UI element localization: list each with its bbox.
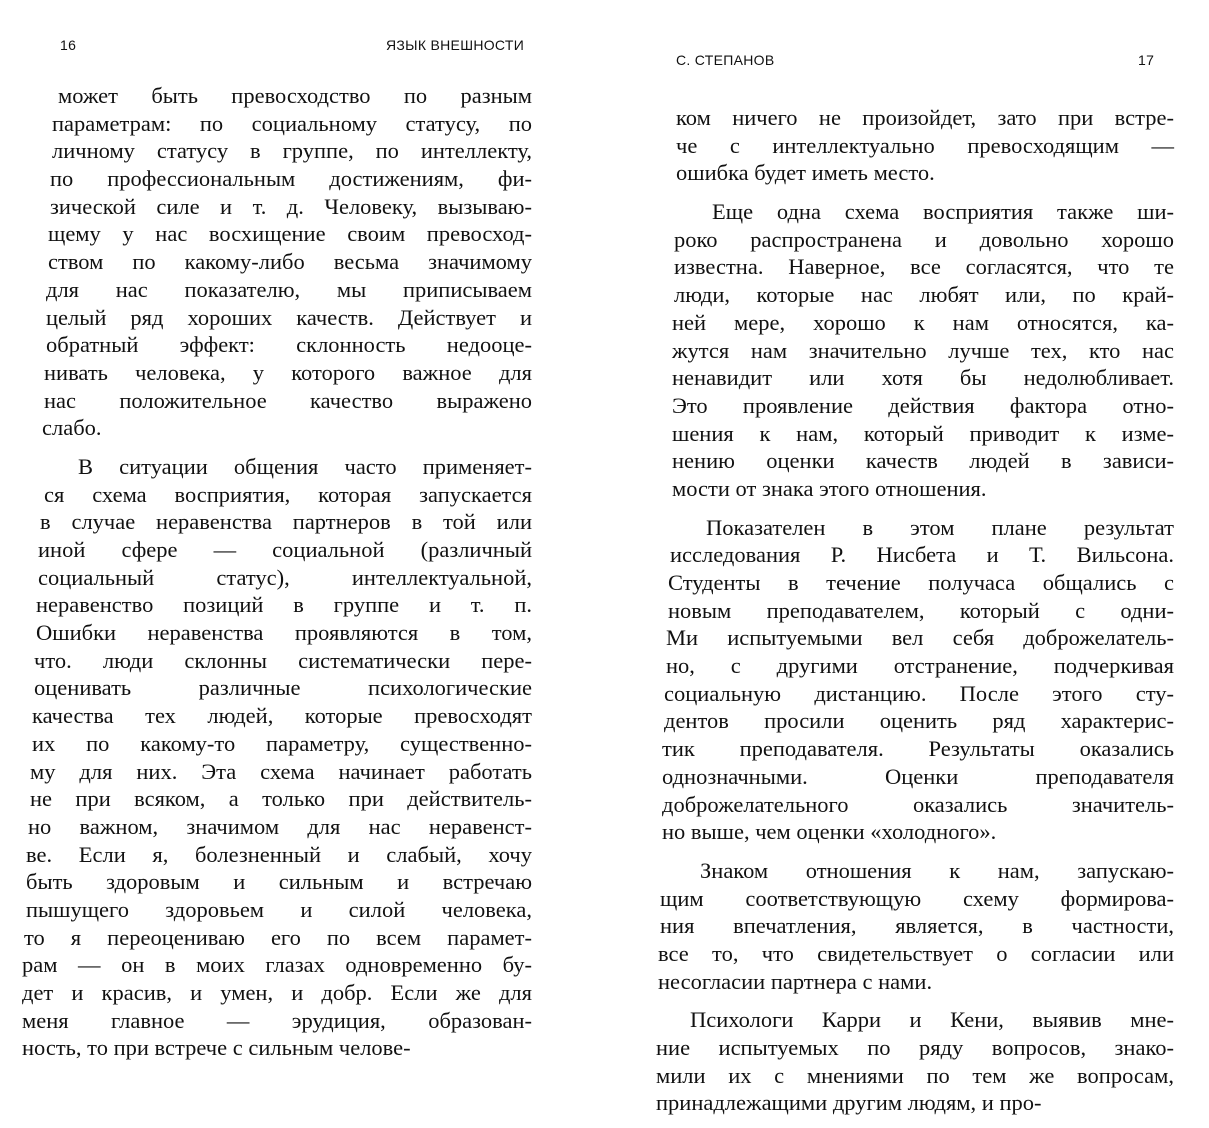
text-line: шения к нам, который приводит к изме- — [672, 420, 1174, 446]
text-line: но выше, чем оценки «холодного». — [662, 819, 997, 845]
text-line: мости от знака этого отношения. — [672, 475, 987, 501]
text-line: параметрам: по социальному статусу, по — [52, 110, 532, 136]
text-line: щим соответствующую схему формирова- — [660, 885, 1174, 911]
text-line: исследования Р. Нисбета и Т. Вильсона. — [670, 542, 1174, 568]
text-line: ком ничего не произойдет, зато при встре- — [676, 105, 1174, 130]
text-line: рам — он в моих глазах одновременно бу- — [22, 952, 532, 978]
page-number: 16 — [60, 37, 77, 53]
text-line: неравенство позиций в группе и т. п. — [36, 592, 532, 618]
left-page — [0, 0, 560, 1125]
text-line: пышущего здоровьем и силой человека, — [26, 896, 532, 922]
running-head: ЯЗЫК ВНЕШНОСТИ — [386, 37, 525, 53]
text-line: зической силе и т. д. Человеку, вызываю- — [50, 193, 532, 219]
text-line: мили их с мнениями по тем же вопросам, — [656, 1062, 1174, 1088]
text-line: личному статусу в группе, по интеллекту, — [52, 138, 532, 164]
text-line: иной сфере — социальной (различный — [38, 537, 532, 562]
text-line: целый ряд хороших качеств. Действует и — [46, 304, 532, 330]
text-line: Психологи Карри и Кени, выявив мне- — [690, 1007, 1174, 1033]
paragraph — [656, 857, 1174, 995]
text-line: по профессиональным достижениям, фи- — [50, 166, 532, 192]
text-line: доброжелательного оказались значитель- — [662, 791, 1174, 817]
text-line: однозначными. Оценки преподавателя — [662, 763, 1174, 789]
text-line: быть здоровым и сильным и встречаю — [26, 869, 532, 895]
text-line: принадлежащими другим людям, и про- — [656, 1090, 1042, 1116]
text-line: нению оценки качеств людей в зависи- — [672, 448, 1174, 474]
text-line: ненавидит или хотя бы недолюбливает. — [672, 365, 1174, 391]
text-line: люди, которые нас любят или, по край- — [674, 282, 1174, 308]
text-line: то я переоцениваю его по всем парамет- — [24, 924, 532, 950]
text-line: ошибка будет иметь место. — [676, 160, 935, 186]
text-line: качества тех людей, которые превосходят — [32, 703, 532, 729]
text-line: жутся нам значительно лучше тех, кто нас — [672, 337, 1174, 363]
text-line: ве. Если я, болезненный и слабый, хочу — [26, 841, 532, 867]
text-line: их по какому-то параметру, существенно- — [32, 730, 532, 756]
text-line: ние испытуемых по ряду вопросов, знако- — [656, 1035, 1174, 1060]
paragraph — [22, 82, 532, 442]
text-line: оценивать различные психологические — [34, 675, 532, 701]
text-line: для нас показателю, мы приписываем — [46, 276, 532, 302]
paragraph — [22, 453, 532, 1062]
page-number: 17 — [1138, 52, 1155, 68]
text-line: тик преподавателя. Результаты оказались — [662, 736, 1174, 762]
body-text — [22, 82, 532, 1073]
text-line: что. люди склонны систематически пере- — [34, 647, 532, 673]
body-text — [656, 104, 1174, 1128]
text-line: в случае неравенства партнеров в той или — [40, 509, 532, 535]
text-line: социальный статус), интеллектуальной, — [38, 564, 532, 590]
text-line: слабо. — [42, 415, 102, 441]
text-line: ния впечатления, является, в частности, — [660, 913, 1174, 939]
text-line: ством по какому-либо весьма значимому — [48, 249, 532, 275]
text-line: Ми испытуемыми вел себя доброжелатель- — [666, 625, 1174, 651]
text-line: все то, что свидетельствует о согласии или — [658, 940, 1174, 966]
text-line: Ошибки неравенства проявляются в том, — [36, 620, 532, 646]
text-line: щему у нас восхищение своим превосход- — [48, 221, 532, 247]
text-line: ность, то при встрече с сильным челове- — [22, 1035, 411, 1061]
text-line: нас положительное качество выражено — [44, 387, 532, 413]
text-line: дет и красив, и умен, и добр. Если же для — [22, 980, 532, 1005]
paragraph — [656, 104, 1174, 187]
text-line: несогласии партнера с нами. — [658, 968, 933, 994]
text-line: не при всяком, а только при действитель- — [30, 786, 532, 812]
paragraph — [656, 514, 1174, 846]
text-line: социальную дистанцию. После этого сту- — [664, 680, 1174, 706]
paragraph — [656, 198, 1174, 503]
text-line: обратный эффект: склонность недооце- — [46, 332, 532, 358]
text-line: В ситуации общения часто применяет- — [78, 453, 532, 479]
text-line: роко распространена и довольно хорошо — [674, 226, 1174, 252]
text-line: Знаком отношения к нам, запускаю- — [700, 857, 1174, 883]
text-line: му для них. Эта схема начинает работать — [30, 758, 532, 784]
running-head: С. СТЕПАНОВ — [676, 52, 775, 68]
text-line: Еще одна схема восприятия также ши- — [712, 199, 1174, 225]
text-line: меня главное — эрудиция, образован- — [22, 1007, 532, 1033]
text-line: дентов просили оценить ряд характерис- — [664, 708, 1174, 734]
text-line: ся схема восприятия, которая запускается — [44, 481, 532, 507]
right-page — [620, 0, 1209, 1125]
text-line: Студенты в течение получаса общались с — [668, 570, 1174, 595]
text-line: но, с другими отстранение, подчеркивая — [666, 653, 1174, 679]
text-line: че с интеллектуально превосходящим — — [676, 132, 1174, 158]
text-line: Это проявление действия фактора отно- — [672, 392, 1174, 418]
text-line: известна. Наверное, все согласятся, что те — [674, 254, 1174, 280]
text-line: может быть превосходство по разным — [58, 83, 532, 108]
text-line: но важном, значимом для нас неравенст- — [28, 813, 532, 839]
text-line: новым преподавателем, который с одни- — [668, 597, 1174, 623]
text-line: нивать человека, у которого важное для — [44, 359, 532, 385]
text-line: Показателен в этом плане результат — [706, 514, 1174, 540]
paragraph — [656, 1006, 1174, 1117]
text-line: ней мере, хорошо к нам относятся, ка- — [672, 309, 1174, 335]
